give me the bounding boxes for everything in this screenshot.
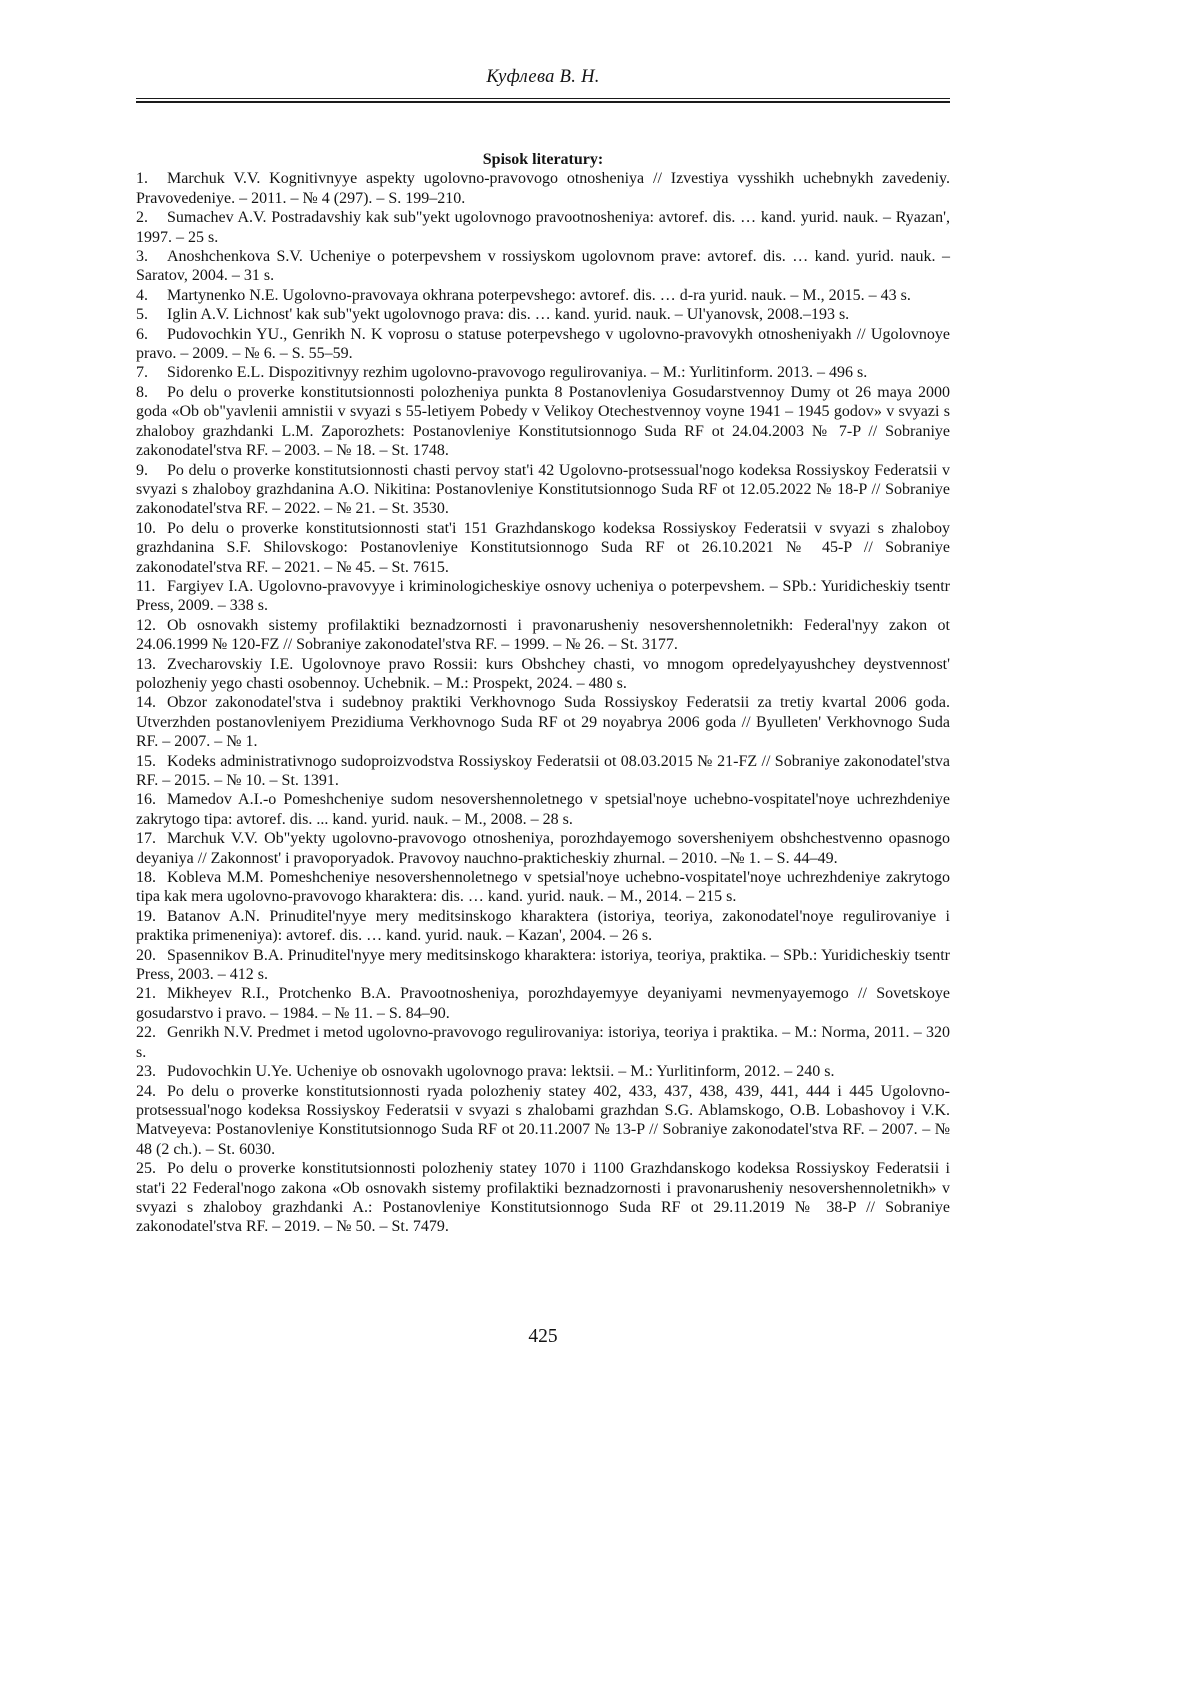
reference-number: 23.: [136, 1063, 156, 1081]
reference-number: 14.: [136, 694, 156, 712]
header-rule: [136, 98, 950, 103]
reference-text: Pudovochkin U.Ye. Ucheniye ob osnovakh ugolovnogo prava: lektsii. – M.: Yurlitinform, 2012. – 240 s.: [167, 1063, 835, 1081]
reference-text: Zvecharovskiy I.E. Ugolovnoye pravo Rossii: kurs Obshchey chasti, vo mnogom opredelyayushchey deystvennost' polozheniy yego chasti osobennoy. Uchebnik. – M.: Prospekt, 2024. – 480 s.: [136, 655, 950, 692]
reference-item: [136, 829, 950, 868]
reference-item: [136, 169, 950, 208]
running-head-author: Куфлева В. Н.: [486, 67, 600, 87]
reference-item: [136, 208, 950, 247]
reference-item: [136, 383, 950, 461]
reference-item: [136, 616, 950, 655]
reference-number: 7.: [136, 364, 148, 382]
reference-text: Mikheyev R.I., Protchenko B.A. Pravootnosheniya, porozhdayemyye deyaniyami nevmenyayemogo // Sovetskoye gosudarstvo i pravo. – 1984. – № 11. – S. 84–90.: [136, 985, 950, 1022]
reference-text: Po delu o proverke konstitutsionnosti chasti pervoy stat'i 42 Ugolovno-protsessual'nogo kodeksa Rossiyskoy Federatsii v svyazi s zhaloboy grazhdanina A.O. Nikitina: Postanovleniye Konstitutsionnogo Suda RF ot 12.05.2022 № 18-P // Sobraniye zakonodatel'stva RF. – 2022. – № 21. – St. 3530.: [136, 461, 950, 518]
reference-number: 13.: [136, 655, 156, 673]
reference-text: Anoshchenkova S.V. Ucheniye o poterpevshem v rossiyskom ugolovnom prave: avtoref. dis. … kand. yurid. nauk. – Saratov, 2004. – 31 s.: [136, 248, 950, 285]
reference-text: Mamedov A.I.-o Pomeshcheniye sudom nesovershennoletnego v spetsial'noye uchebno-vospitatel'noye uchrezhdeniye zakrytogo tipa: avtoref. dis. ... kand. yurid. nauk. – M., 2008. – 28 s.: [136, 791, 950, 828]
reference-text: Po delu o proverke konstitutsionnosti polozheniya punkta 8 Postanovleniya Gosudarstvennoy Dumy ot 26 maya 2000 goda «Ob ob"yavlenii amnistii v svyazi s 55-letiyem Pobedy v Velikoy Otechestvennoy voyne 1941 – 1945 godov» v svyazi s zhaloboy grazhdanki L.M. Zaporozhets: Postanovleniye Konstitutsionnogo Suda RF ot 24.04.2003 № 7-P // Sobraniye zakonodatel'stva RF. – 2003. – № 18. – St. 1748.: [136, 383, 950, 460]
reference-text: Batanov A.N. Prinuditel'nyye mery meditsinskogo kharaktera (istoriya, teoriya, zakonodatel'noye regulirovaniye i praktika primeneniya): avtoref. dis. … kand. yurid. nauk. – Kazan', 2004. – 26 s.: [136, 907, 950, 945]
content-area: [136, 150, 950, 1237]
reference-number: 21.: [136, 985, 156, 1003]
reference-number: 16.: [136, 791, 156, 809]
reference-item: [136, 790, 950, 829]
reference-number: 9.: [136, 461, 148, 479]
reference-number: 17.: [136, 830, 156, 848]
reference-text: Marchuk V.V. Kognitivnyye aspekty ugolovno-pravovogo otnosheniya // Izvestiya vysshikh uchebnykh zavedeniy. Pravovedeniye. – 2011. – № 4 (297). – S. 199–210.: [136, 170, 950, 207]
reference-item: [136, 752, 950, 791]
reference-text: Martynenko N.E. Ugolovno-pravovaya okhrana poterpevshego: avtoref. dis. … d-ra yurid. nauk. – M., 2015. – 43 s.: [167, 286, 911, 304]
reference-item: [136, 247, 950, 286]
reference-item: [136, 693, 950, 751]
reference-item: [136, 1159, 950, 1237]
reference-number: 5.: [136, 306, 148, 324]
reference-number: 10.: [136, 519, 156, 537]
reference-number: 24.: [136, 1082, 156, 1100]
reference-item: [136, 305, 950, 324]
page-number: 425: [528, 1326, 558, 1347]
reference-text: Sumachev A.V. Postradavshiy kak sub"yekt ugolovnogo pravootnosheniya: avtoref. dis. … kand. yurid. nauk. – Ryazan', 1997. – 25 s.: [136, 209, 950, 246]
reference-item: [136, 946, 950, 985]
reference-number: 15.: [136, 752, 156, 770]
reference-number: 2.: [136, 209, 148, 227]
reference-number: 12.: [136, 616, 156, 634]
reference-text: Fargiyev I.A. Ugolovno-pravovyye i kriminologicheskiye osnovy ucheniya o poterpevshem. – SPb.: Yuridicheskiy tsentr Press, 2009. – 338 s.: [136, 577, 950, 615]
reference-item: [136, 907, 950, 946]
reference-number: 25.: [136, 1160, 156, 1178]
reference-number: 1.: [136, 170, 148, 188]
reference-text: Sidorenko E.L. Dispozitivnyy rezhim ugolovno-pravovogo regulirovaniya. – M.: Yurlitinform. 2013. – 496 s.: [167, 364, 868, 382]
reference-item: [136, 363, 950, 382]
reference-text: Marchuk V.V. Ob"yekty ugolovno-pravovogo otnosheniya, porozhdayemogo soversheniyem obshchestvenno opasnogo deyaniya // Zakonnost' i pravoporyadok. Pravovoy nauchno-prakticheskiy zhurnal. – 2010. –№ 1. – S. 44–49.: [136, 830, 950, 867]
reference-item: [136, 1082, 950, 1160]
reference-item: [136, 1023, 950, 1062]
reference-text: Genrikh N.V. Predmet i metod ugolovno-pravovogo regulirovaniya: istoriya, teoriya i praktika. – M.: Norma, 2011. – 320 s.: [136, 1024, 950, 1061]
reference-text: Ob osnovakh sistemy profilaktiki beznadzornosti i pravonarusheniy nesovershennoletnikh: Federal'nyy zakon ot 24.06.1999 № 120-FZ // Sobraniye zakonodatel'stva RF. – 1999. – № 26. – St. 3177.: [136, 616, 950, 654]
reference-number: 4.: [136, 286, 148, 304]
reference-text: Kobleva M.M. Pomeshcheniye nesovershennoletnego v spetsial'noye uchebno-vospitatel'noye uchrezhdeniye zakrytogo tipa kak mera ugolovno-pravovogo kharaktera: dis. … kand. yurid. nauk. – M., 2014. – 215 s.: [136, 869, 950, 906]
reference-number: 20.: [136, 946, 156, 964]
reference-number: 22.: [136, 1024, 156, 1042]
reference-text: Po delu o proverke konstitutsionnosti ryada polozheniy statey 402, 433, 437, 438, 439, 441, 444 i 445 Ugolovno-protsessual'nogo kodeksa Rossiyskoy Federatsii v svyazi s zhalobami grazhdan S.G. Ablamskogo, O.B. Lobashovoy i V.K. Matveyeva: Postanovleniye Konstitutsionnogo Suda RF ot 20.11.2007 № 13-P // Sobraniye zakonodatel'stva RF. – 2007. – № 48 (2 ch.). – St. 6030.: [136, 1082, 950, 1158]
section-title: Spisok literatury:: [482, 151, 604, 168]
reference-item: [136, 519, 950, 577]
reference-number: 18.: [136, 869, 156, 887]
reference-text: Pudovochkin YU., Genrikh N. K voprosu o statuse poterpevshego v ugolovno-pravovykh otnosheniyakh // Ugolovnoye pravo. – 2009. – № 6. – S. 55–59.: [136, 325, 950, 363]
reference-text: Obzor zakonodatel'stva i sudebnoy praktiki Verkhovnogo Suda Rossiyskoy Federatsii za tretiy kvartal 2006 goda. Utverzhden postanovleniyem Prezidiuma Verkhovnogo Suda RF ot 29 noyabrya 2006 goda // Byulleten' Verkhovnogo Suda RF. – 2007. – № 1.: [136, 694, 950, 751]
reference-number: 3.: [136, 248, 148, 266]
reference-text: Po delu o proverke konstitutsionnosti stat'i 151 Grazhdanskogo kodeksa Rossiyskoy Federatsii v svyazi s zhaloboy grazhdanina S.F. Shilovskogo: Postanovleniye Konstitutsionnogo Suda RF ot 26.10.2021 № 45-P // Sobraniye zakonodatel'stva RF. – 2021. – № 45. – St. 7615.: [136, 519, 950, 576]
reference-item: [136, 868, 950, 907]
reference-text: Spasennikov B.A. Prinuditel'nyye mery meditsinskogo kharaktera: istoriya, teoriya, praktika. – SPb.: Yuridicheskiy tsentr Press, 2003. – 412 s.: [136, 946, 950, 984]
reference-text: Iglin A.V. Lichnost' kak sub"yekt ugolovnogo prava: dis. … kand. yurid. nauk. – Ul'yanovsk, 2008.–193 s.: [167, 306, 850, 324]
reference-number: 6.: [136, 325, 148, 343]
reference-text: Po delu o proverke konstitutsionnosti polozheniy statey 1070 i 1100 Grazhdanskogo kodeksa Rossiyskoy Federatsii i stat'i 22 Federal'nogo zakona «Ob osnovakh sistemy profilaktiki beznadzornosti i pravonarusheniy nesovershennoletnikh» v svyazi s zhaloboy grazhdanki A.: Postanovleniye Konstitutsionnogo Suda RF ot 29.11.2019 № 38-P // Sobraniye zakonodatel'stva RF. – 2019. – № 50. – St. 7479.: [136, 1160, 950, 1236]
reference-item: [136, 577, 950, 616]
reference-number: 19.: [136, 907, 156, 925]
reference-item: [136, 655, 950, 694]
reference-item: [136, 461, 950, 519]
reference-item: [136, 1062, 950, 1081]
reference-item: [136, 984, 950, 1023]
reference-item: [136, 286, 950, 305]
reference-number: 8.: [136, 383, 148, 401]
reference-number: 11.: [136, 577, 156, 595]
reference-item: [136, 325, 950, 364]
reference-list: [136, 169, 950, 1236]
reference-text: Kodeks administrativnogo sudoproizvodstva Rossiyskoy Federatsii ot 08.03.2015 № 21-FZ // Sobraniye zakonodatel'stva RF. – 2015. – № 10. – St. 1391.: [136, 752, 950, 789]
